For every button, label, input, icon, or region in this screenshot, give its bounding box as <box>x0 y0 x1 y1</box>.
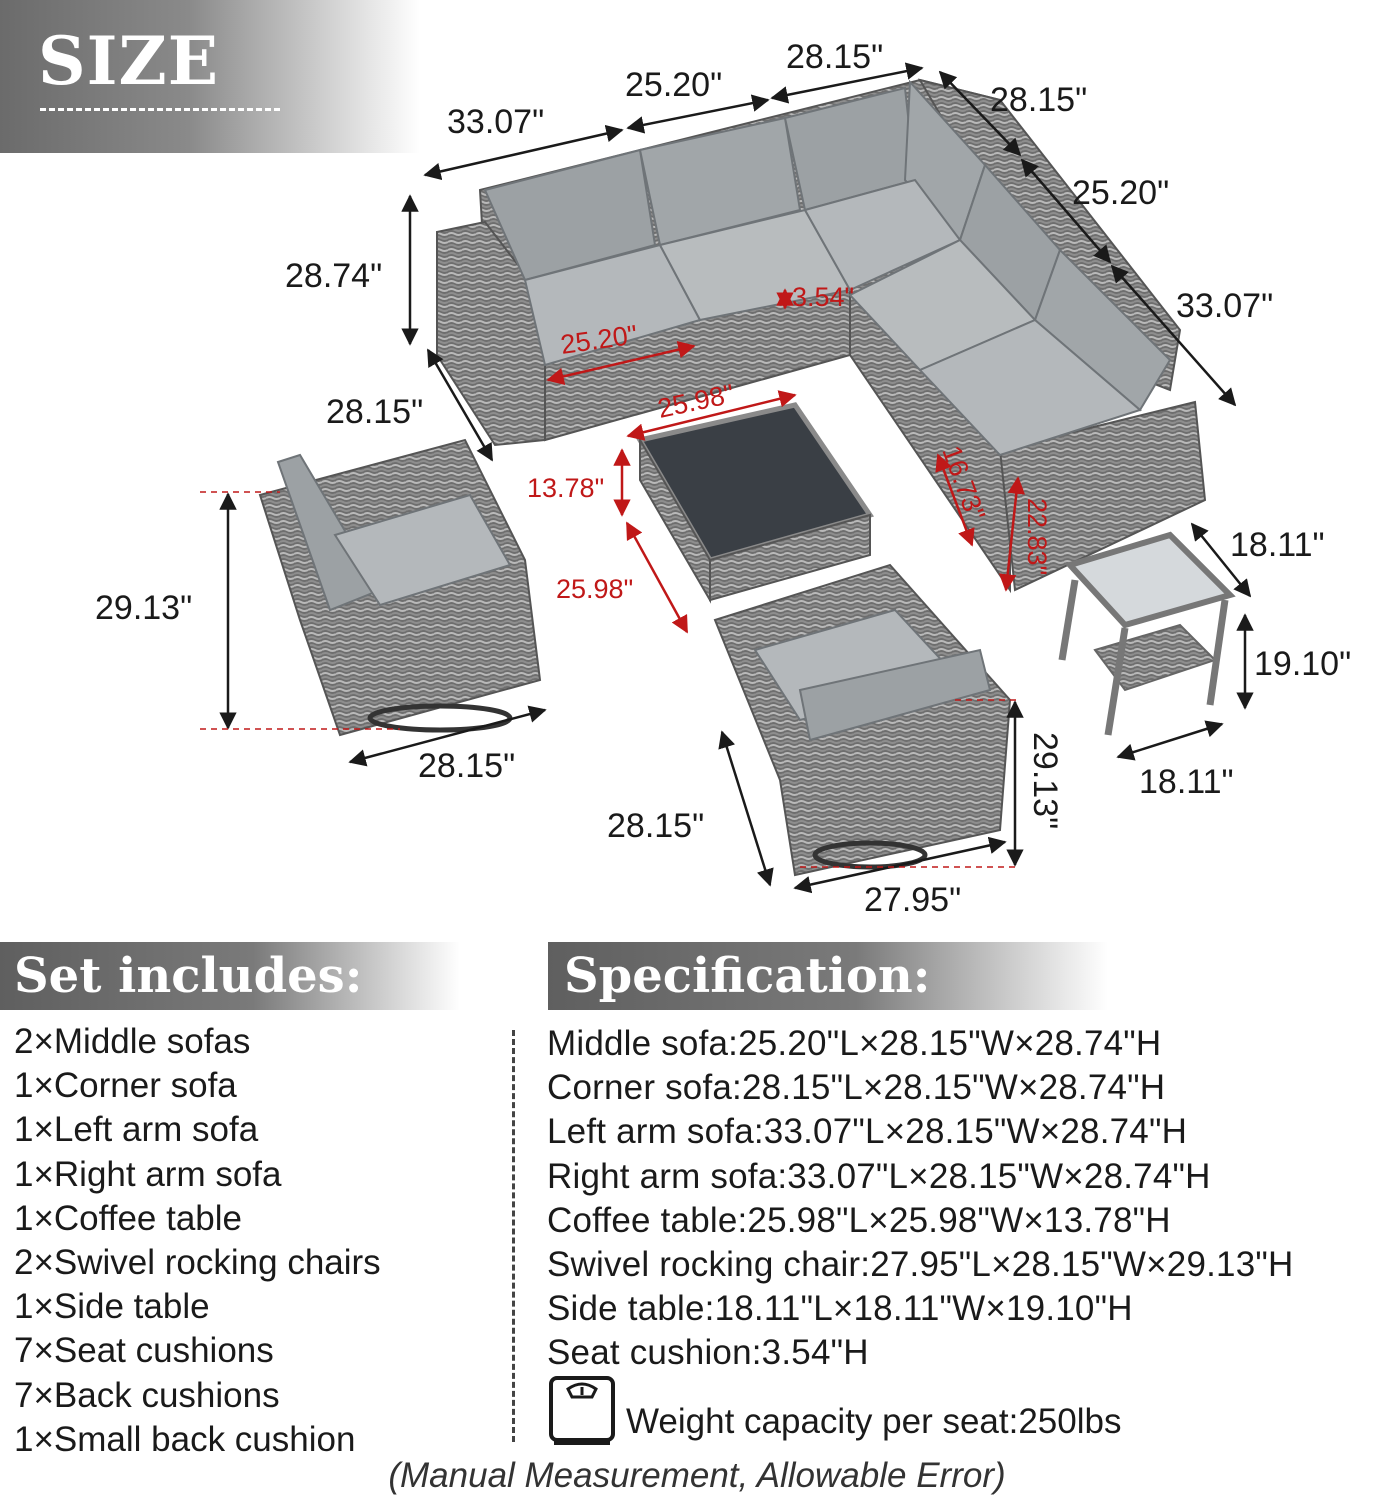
list-item: 1×Left arm sofa <box>14 1110 259 1150</box>
dim-coffee-table-width: 25.98" <box>655 378 737 424</box>
dim-arm-height: 22.83" <box>1022 498 1052 576</box>
side-table-leg-1 <box>1062 580 1075 660</box>
dim-coffee-table-height: 13.78" <box>527 473 605 503</box>
side-table-leg-3 <box>1210 600 1225 705</box>
dim-chair-left-width: 28.15" <box>418 747 516 785</box>
dim-coffee-table-depth: 25.98" <box>556 574 634 604</box>
list-item: 2×Middle sofas <box>14 1022 251 1061</box>
list-item: 1×Right arm sofa <box>14 1154 282 1194</box>
dim-chair-front-depth: 28.15" <box>607 807 705 845</box>
spec-item: Middle sofa:25.20"L×28.15"W×28.74"H <box>547 1024 1162 1063</box>
dim-sofa-right-arm-length: 33.07" <box>1176 287 1274 325</box>
spec-item: Coffee table:25.98"L×25.98"W×13.78"H <box>547 1200 1171 1240</box>
side-table-shelf <box>1095 625 1215 690</box>
list-item: 2×Swivel rocking chairs <box>14 1242 381 1282</box>
dim-sofa-right-middle-length: 25.20" <box>1072 174 1170 212</box>
dim-side-table-depth: 18.11" <box>1230 526 1325 564</box>
swivel-chair-left <box>260 440 540 735</box>
dim-seat-width: 25.20" <box>558 319 640 360</box>
dim-chair-left-height: 29.13" <box>95 589 193 627</box>
spec-item: Corner sofa:28.15"L×28.15"W×28.74"H <box>547 1068 1166 1108</box>
weight-capacity: Weight capacity per seat:250lbs <box>626 1402 1122 1441</box>
scale-icon <box>548 1375 616 1447</box>
size-title: SIZE <box>38 22 220 100</box>
dim-sofa-height: 28.74" <box>285 257 383 295</box>
dim-sofa-right-corner-length: 28.15" <box>990 81 1088 119</box>
dim-side-table-height: 19.10" <box>1254 645 1352 683</box>
spec-item: Seat cushion:3.54"H <box>547 1333 869 1373</box>
dim-sofa-corner-length: 28.15" <box>786 38 884 76</box>
list-item: 7×Seat cushions <box>14 1331 274 1371</box>
set-includes-list <box>14 1020 381 1462</box>
spec-item: Right arm sofa:33.07"L×28.15"W×28.74"H <box>547 1156 1211 1196</box>
dim-sofa-left-length: 33.07" <box>447 103 545 141</box>
set-includes-title: Set includes: <box>14 948 363 1004</box>
dim-cushion-thickness: 3.54" <box>792 282 855 312</box>
dim-chair-front-height: 29.13" <box>1026 732 1064 830</box>
list-item: 1×Coffee table <box>14 1198 243 1238</box>
specification-banner <box>548 942 1108 1010</box>
list-item: 7×Back cushions <box>14 1375 280 1415</box>
spec-item: Left arm sofa:33.07"L×28.15"W×28.74"H <box>547 1112 1188 1152</box>
list-item: 1×Side table <box>14 1287 210 1327</box>
coffee-table <box>640 405 870 600</box>
side-table <box>1062 535 1230 735</box>
list-item: 1×Corner sofa <box>14 1066 237 1106</box>
dim-sofa-depth: 28.15" <box>326 393 424 431</box>
list-item: 1×Small back cushion <box>14 1419 356 1459</box>
set-includes-banner <box>0 942 460 1010</box>
swivel-chair-front <box>715 565 1010 875</box>
specification-list <box>547 1022 1293 1376</box>
spec-item: Side table:18.11"L×18.11"W×19.10"H <box>547 1289 1133 1329</box>
dim-chair-front-width: 27.95" <box>864 881 962 919</box>
dim-side-table-width: 18.11" <box>1139 763 1234 801</box>
column-divider <box>512 1030 515 1442</box>
dim-sofa-middle-length: 25.20" <box>625 66 723 104</box>
spec-item: Swivel rocking chair:27.95"L×28.15"W×29.13"H <box>547 1244 1294 1284</box>
specification-title: Specification: <box>564 948 931 1004</box>
dim-seat-height: 16.73" <box>936 441 991 525</box>
measurement-footnote: (Manual Measurement, Allowable Error) <box>388 1456 1006 1495</box>
